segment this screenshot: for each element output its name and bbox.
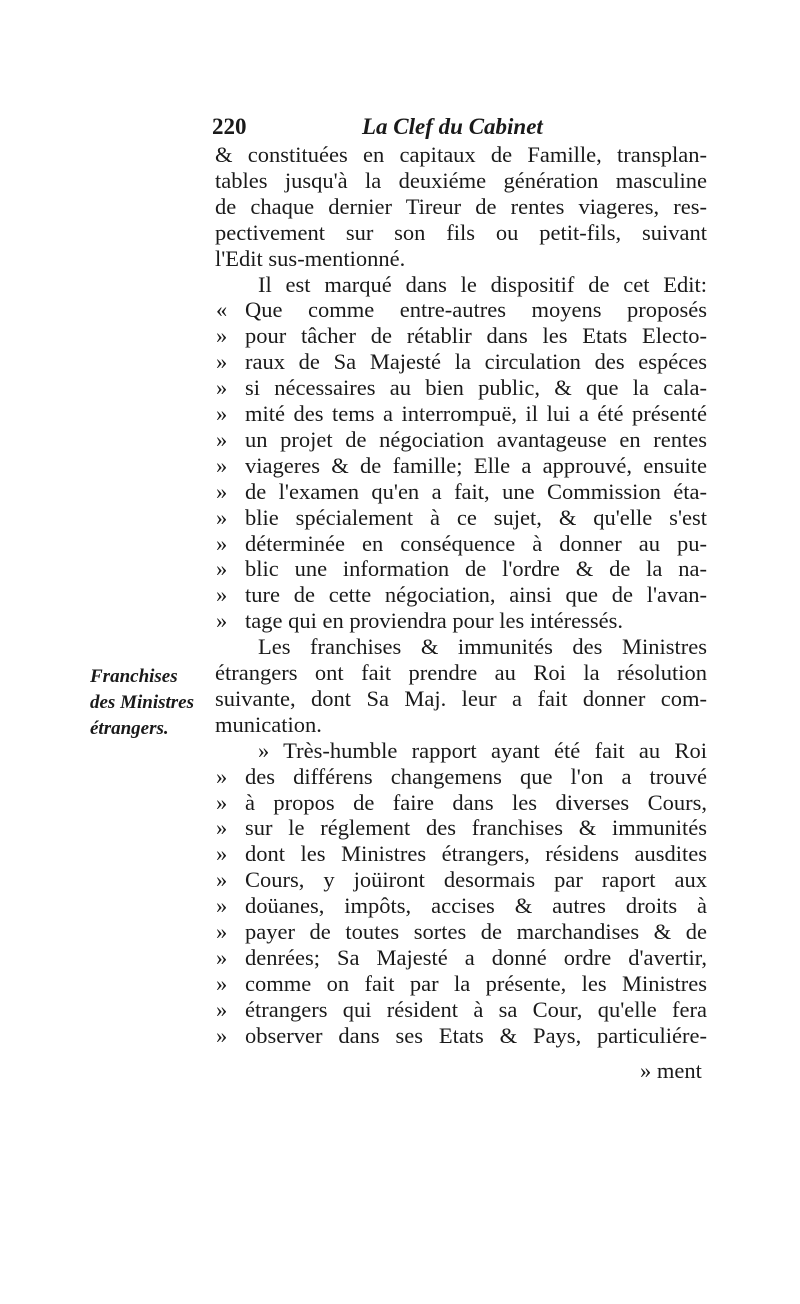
text-line: un projet de négociation avantageuse en rentes (245, 427, 707, 452)
text-line: Les franchises & immunités des Ministres (258, 634, 707, 659)
quote-mark: » (216, 323, 228, 348)
text-line: payer de toutes sortes de marchandises & de (245, 919, 707, 944)
margin-note-line: Franchises (90, 666, 178, 687)
text-line: pectivement sur son fils ou petit-fils, suivant (215, 220, 707, 245)
text-line: denrées; Sa Majesté a donné ordre d'avertir, (245, 945, 707, 970)
text-line: Cours, y joüiront desormais par raport aux (245, 867, 707, 892)
text-line: étrangers qui résident à sa Cour, qu'elle fera (245, 997, 707, 1022)
text-line: blic une information de l'ordre & de la na- (245, 556, 707, 581)
running-title: La Clef du Cabinet (362, 114, 543, 139)
text-line: ture de cette négociation, ainsi que de l'avan- (245, 582, 707, 607)
text-line: » Très-humble rapport ayant été fait au Roi (258, 738, 707, 763)
text-line: des différens changemens que l'on a trouvé (245, 764, 707, 789)
quote-mark: » (216, 608, 228, 633)
text-line: raux de Sa Majesté la circulation des espéces (245, 349, 707, 374)
quote-mark: » (216, 531, 228, 556)
text-line: Que comme entre-autres moyens proposés (245, 297, 707, 322)
quote-mark: » (216, 375, 228, 400)
text-line: observer dans ses Etats & Pays, particuliére- (245, 1023, 707, 1048)
text-line: doüanes, impôts, accises & autres droits à (245, 893, 707, 918)
text-line: mité des tems a interrompuë, il lui a été présenté (245, 401, 707, 426)
text-line: suivante, dont Sa Maj. leur a fait donner com- (215, 686, 707, 711)
quote-mark: » (216, 841, 228, 866)
text-line: tage qui en proviendra pour les intéressés. (245, 608, 624, 633)
quote-mark: » (216, 867, 228, 892)
quote-mark: » (216, 349, 228, 374)
text-line: déterminée en conséquence à donner au pu- (245, 531, 707, 556)
text-line: blie spécialement à ce sujet, & qu'elle s'est (245, 505, 707, 530)
catchword: » ment (640, 1058, 702, 1083)
text-line: sur le réglement des franchises & immunités (245, 815, 707, 840)
text-line: comme on fait par la présente, les Ministres (245, 971, 707, 996)
quote-mark: » (216, 582, 228, 607)
quote-mark: » (216, 427, 228, 452)
page-number: 220 (212, 114, 247, 139)
text-line: tables jusqu'à la deuxiéme génération masculine (215, 168, 707, 193)
quote-mark: » (216, 764, 228, 789)
quote-mark: » (216, 790, 228, 815)
quote-mark: » (216, 893, 228, 918)
text-line: & constituées en capitaux de Famille, transplan- (215, 142, 707, 167)
quote-mark: » (216, 971, 228, 996)
text-line: à propos de faire dans les diverses Cours, (245, 790, 707, 815)
quote-mark: » (216, 556, 228, 581)
margin-note (90, 664, 215, 742)
text-line: viageres & de famille; Elle a approuvé, ensuite (245, 453, 707, 478)
text-line: l'Edit sus-mentionné. (215, 246, 406, 271)
quote-mark: » (216, 505, 228, 530)
quote-mark: » (216, 1023, 228, 1048)
text-line: Il est marqué dans le dispositif de cet Edit: (258, 272, 707, 297)
quote-mark: » (216, 997, 228, 1022)
text-line: de chaque dernier Tireur de rentes viageres, res- (215, 194, 707, 219)
quote-mark: » (216, 815, 228, 840)
text-line: munication. (215, 712, 322, 737)
text-line: de l'examen qu'en a fait, une Commission éta- (245, 479, 707, 504)
quote-mark: » (216, 479, 228, 504)
quote-mark: » (216, 401, 228, 426)
margin-note-line: des Ministres (90, 692, 194, 713)
text-line: si nécessaires au bien public, & que la cala- (245, 375, 707, 400)
text-line: pour tâcher de rétablir dans les Etats Electo- (245, 323, 707, 348)
text-line: dont les Ministres étrangers, résidens ausdites (245, 841, 707, 866)
quote-mark: « (216, 297, 228, 322)
quote-mark: » (216, 945, 228, 970)
quote-mark: » (216, 919, 228, 944)
text-line: étrangers ont fait prendre au Roi la résolution (215, 660, 707, 685)
margin-note-line: étrangers. (90, 718, 169, 739)
quote-mark: » (216, 453, 228, 478)
